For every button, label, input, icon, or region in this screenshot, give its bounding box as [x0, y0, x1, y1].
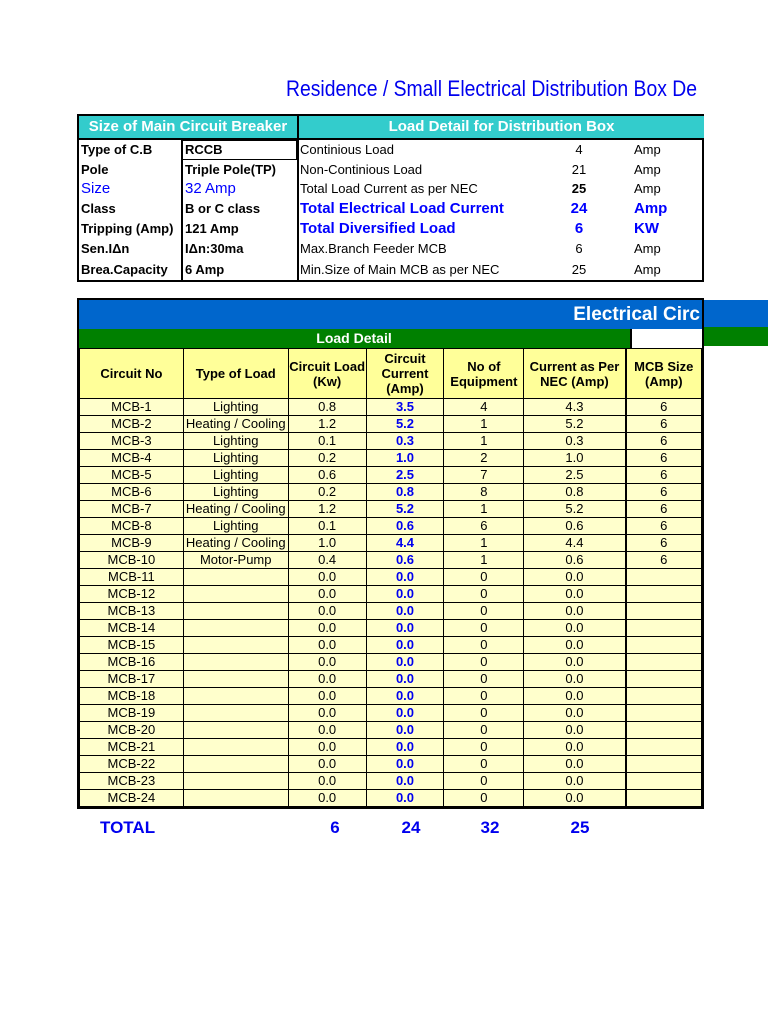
- circuit-load-cell[interactable]: 0.0: [288, 756, 366, 773]
- circuit-load-cell[interactable]: 0.0: [288, 739, 366, 756]
- circuit-load-cell[interactable]: 0.0: [288, 654, 366, 671]
- summary-row: Tripping (Amp) 121 Amp Total Diversified Load 6 KW: [81, 220, 659, 237]
- circuit-no-cell[interactable]: MCB-24: [80, 790, 184, 807]
- circuit-current-cell[interactable]: 0.0: [366, 603, 444, 620]
- load-type-cell[interactable]: [183, 739, 288, 756]
- nec-current-cell[interactable]: 0.0: [524, 603, 626, 620]
- load-type-cell[interactable]: [183, 637, 288, 654]
- load-type-cell[interactable]: [183, 654, 288, 671]
- mcb-size-cell[interactable]: [626, 773, 702, 790]
- load-type-cell[interactable]: [183, 603, 288, 620]
- load-type-cell[interactable]: [183, 569, 288, 586]
- mcb-size-cell[interactable]: [626, 671, 702, 688]
- circuit-table: [77, 298, 704, 809]
- circuit-load-cell[interactable]: 0.8: [288, 399, 366, 416]
- mcb-size-cell[interactable]: 6: [626, 518, 702, 535]
- equipment-count-cell[interactable]: 0: [444, 637, 524, 654]
- circuit-no-cell[interactable]: MCB-20: [80, 722, 184, 739]
- circuit-current-cell[interactable]: 0.0: [366, 722, 444, 739]
- nec-current-cell[interactable]: 0.0: [524, 756, 626, 773]
- mcb-size-cell[interactable]: [626, 739, 702, 756]
- total-load: 6: [330, 818, 340, 837]
- circuit-no-cell[interactable]: MCB-6: [80, 484, 184, 501]
- nec-current-cell[interactable]: 0.8: [524, 484, 626, 501]
- table-row: [80, 688, 702, 705]
- group-divider: [630, 329, 632, 348]
- equipment-count-cell[interactable]: 0: [444, 654, 524, 671]
- circuit-current-cell[interactable]: 0.3: [366, 433, 444, 450]
- circuit-current-header: Circuit Current (Amp): [366, 349, 444, 399]
- nec-current-cell[interactable]: 0.0: [524, 688, 626, 705]
- circuit-no-cell[interactable]: MCB-22: [80, 756, 184, 773]
- circuit-no-cell[interactable]: MCB-15: [80, 637, 184, 654]
- table-row: [80, 654, 702, 671]
- circuit-no-header: Circuit No: [80, 349, 184, 399]
- circuit-no-cell[interactable]: MCB-23: [80, 773, 184, 790]
- circuit-current-cell[interactable]: 1.0: [366, 450, 444, 467]
- table-row: [80, 399, 702, 416]
- mcb-size-cell[interactable]: 6: [626, 552, 702, 569]
- nec-current-header: Current as Per NEC (Amp): [524, 349, 626, 399]
- equipment-count-cell[interactable]: 1: [444, 535, 524, 552]
- load-type-cell[interactable]: Lighting: [183, 433, 288, 450]
- nec-current-cell[interactable]: 0.0: [524, 739, 626, 756]
- equipment-count-cell[interactable]: 4: [444, 399, 524, 416]
- circuit-no-cell[interactable]: MCB-18: [80, 688, 184, 705]
- circuit-no-cell[interactable]: MCB-19: [80, 705, 184, 722]
- total-label: TOTAL: [100, 818, 156, 837]
- mcb-size-cell[interactable]: [626, 722, 702, 739]
- section-title: Electrical Circ: [573, 304, 700, 325]
- table-row: [80, 637, 702, 654]
- mcb-size-cell[interactable]: 6: [626, 399, 702, 416]
- nec-current-cell[interactable]: 0.0: [524, 586, 626, 603]
- total-equipment: 32: [480, 818, 500, 837]
- load-type-cell[interactable]: Motor-Pump: [183, 552, 288, 569]
- nec-current-cell[interactable]: 0.0: [524, 637, 626, 654]
- equipment-count-cell[interactable]: 1: [444, 433, 524, 450]
- load-type-cell[interactable]: Lighting: [183, 484, 288, 501]
- mcb-size-cell[interactable]: [626, 586, 702, 603]
- equipment-count-cell[interactable]: 0: [444, 773, 524, 790]
- circuit-current-cell[interactable]: 0.0: [366, 756, 444, 773]
- circuit-current-cell[interactable]: 2.5: [366, 467, 444, 484]
- mcb-size-cell[interactable]: [626, 790, 702, 807]
- circuit-load-cell[interactable]: 0.1: [288, 433, 366, 450]
- equipment-count-cell[interactable]: 1: [444, 416, 524, 433]
- equipment-count-cell[interactable]: 0: [444, 603, 524, 620]
- circuit-no-cell[interactable]: MCB-9: [80, 535, 184, 552]
- circuit-no-cell[interactable]: MCB-10: [80, 552, 184, 569]
- summary-row: Type of C.B RCCB Continious Load 4 Amp: [81, 142, 661, 157]
- circuit-no-cell[interactable]: MCB-4: [80, 450, 184, 467]
- equipment-count-cell[interactable]: 0: [444, 620, 524, 637]
- circuit-load-header: Circuit Load (Kw): [288, 349, 366, 399]
- total-nec: 25: [570, 818, 590, 837]
- circuit-no-cell[interactable]: MCB-14: [80, 620, 184, 637]
- table-row: [80, 739, 702, 756]
- nec-current-cell[interactable]: 0.0: [524, 569, 626, 586]
- page-title: Residence / Small Electrical Distribution Box De: [286, 76, 698, 101]
- load-type-cell[interactable]: [183, 756, 288, 773]
- circuit-load-cell[interactable]: 0.0: [288, 569, 366, 586]
- nec-current-cell[interactable]: 1.0: [524, 450, 626, 467]
- table-row: [80, 722, 702, 739]
- load-detail-header: Load Detail for Distribution Box: [299, 116, 704, 138]
- load-type-header: Type of Load: [183, 349, 288, 399]
- nec-current-cell[interactable]: 0.3: [524, 433, 626, 450]
- circuit-current-cell[interactable]: 0.6: [366, 552, 444, 569]
- circuit-load-cell[interactable]: 0.2: [288, 484, 366, 501]
- circuit-load-cell[interactable]: 1.2: [288, 416, 366, 433]
- circuit-current-cell[interactable]: 0.0: [366, 620, 444, 637]
- load-type-cell[interactable]: Lighting: [183, 467, 288, 484]
- circuit-no-cell[interactable]: MCB-21: [80, 739, 184, 756]
- circuit-grid: [79, 348, 702, 807]
- circuit-load-cell[interactable]: 0.0: [288, 637, 366, 654]
- mcb-size-header: MCB Size (Amp): [626, 349, 702, 399]
- equipment-count-cell[interactable]: 0: [444, 688, 524, 705]
- mcb-size-cell[interactable]: [626, 637, 702, 654]
- circuit-current-cell[interactable]: 0.0: [366, 671, 444, 688]
- table-row: [80, 705, 702, 722]
- equipment-count-cell[interactable]: 8: [444, 484, 524, 501]
- equipment-count-cell[interactable]: 6: [444, 518, 524, 535]
- mcb-size-cell[interactable]: [626, 569, 702, 586]
- table-row: [80, 620, 702, 637]
- circuit-load-cell[interactable]: 0.0: [288, 586, 366, 603]
- circuit-load-cell[interactable]: 0.0: [288, 722, 366, 739]
- mcb-size-cell[interactable]: 6: [626, 450, 702, 467]
- load-type-cell[interactable]: [183, 586, 288, 603]
- circuit-no-cell[interactable]: MCB-11: [80, 569, 184, 586]
- load-type-cell[interactable]: Lighting: [183, 450, 288, 467]
- circuit-load-cell[interactable]: 1.0: [288, 535, 366, 552]
- circuit-no-cell[interactable]: MCB-5: [80, 467, 184, 484]
- nec-current-cell[interactable]: 0.0: [524, 654, 626, 671]
- load-type-cell[interactable]: [183, 688, 288, 705]
- nec-current-cell[interactable]: 0.0: [524, 705, 626, 722]
- summary-row: Class B or C class Total Electrical Load Current 24 Amp: [81, 200, 668, 217]
- equipment-count-cell[interactable]: 0: [444, 705, 524, 722]
- equipment-count-cell[interactable]: 1: [444, 501, 524, 518]
- table-row: [80, 433, 702, 450]
- mcb-size-cell[interactable]: [626, 603, 702, 620]
- summary-row: Brea.Capacity 6 Amp Min.Size of Main MCB as per NEC 25 Amp: [81, 262, 661, 277]
- table-row: [80, 416, 702, 433]
- equipment-count-cell[interactable]: 0: [444, 569, 524, 586]
- total-current: 24: [401, 818, 421, 837]
- equipment-count-cell[interactable]: 1: [444, 552, 524, 569]
- mcb-size-cell[interactable]: 6: [626, 501, 702, 518]
- circuit-no-cell[interactable]: MCB-16: [80, 654, 184, 671]
- circuit-current-cell[interactable]: 0.0: [366, 569, 444, 586]
- circuit-no-cell[interactable]: MCB-13: [80, 603, 184, 620]
- circuit-no-cell[interactable]: MCB-3: [80, 433, 184, 450]
- circuit-current-cell[interactable]: 0.0: [366, 637, 444, 654]
- load-type-cell[interactable]: Heating / Cooling: [183, 416, 288, 433]
- load-type-cell[interactable]: Heating / Cooling: [183, 535, 288, 552]
- circuit-current-cell[interactable]: 0.0: [366, 688, 444, 705]
- circuit-current-cell[interactable]: 0.0: [366, 739, 444, 756]
- circuit-current-cell[interactable]: 0.0: [366, 773, 444, 790]
- equipment-count-cell[interactable]: 0: [444, 756, 524, 773]
- table-row: [80, 671, 702, 688]
- table-row: [80, 535, 702, 552]
- table-row: [80, 484, 702, 501]
- table-row: [80, 756, 702, 773]
- equipment-count-cell[interactable]: 0: [444, 671, 524, 688]
- table-row: [80, 773, 702, 790]
- load-type-cell[interactable]: [183, 671, 288, 688]
- circuit-load-cell[interactable]: 0.0: [288, 603, 366, 620]
- mcb-size-cell[interactable]: 6: [626, 416, 702, 433]
- nec-current-cell[interactable]: 4.4: [524, 535, 626, 552]
- nec-current-cell[interactable]: 5.2: [524, 501, 626, 518]
- circuit-load-cell[interactable]: 0.0: [288, 705, 366, 722]
- load-type-cell[interactable]: Lighting: [183, 518, 288, 535]
- circuit-current-cell[interactable]: 4.4: [366, 535, 444, 552]
- column-headers: [80, 349, 702, 399]
- circuit-load-cell[interactable]: 0.0: [288, 620, 366, 637]
- nec-current-cell[interactable]: 0.0: [524, 773, 626, 790]
- circuit-current-cell[interactable]: 0.0: [366, 654, 444, 671]
- mcb-size-cell[interactable]: [626, 756, 702, 773]
- table-row: [80, 586, 702, 603]
- mcb-size-cell[interactable]: [626, 620, 702, 637]
- equipment-count-cell[interactable]: 0: [444, 722, 524, 739]
- mcb-size-cell[interactable]: [626, 688, 702, 705]
- circuit-current-cell[interactable]: 5.2: [366, 501, 444, 518]
- nec-current-cell[interactable]: 5.2: [524, 416, 626, 433]
- mcb-size-cell[interactable]: 6: [626, 433, 702, 450]
- nec-current-cell[interactable]: 0.0: [524, 790, 626, 807]
- circuit-load-cell[interactable]: 0.1: [288, 518, 366, 535]
- nec-current-cell[interactable]: 0.0: [524, 671, 626, 688]
- table-row: [80, 603, 702, 620]
- load-type-cell[interactable]: [183, 705, 288, 722]
- table-row: [80, 569, 702, 586]
- circuit-load-cell[interactable]: 0.0: [288, 688, 366, 705]
- group-label: Load Detail: [316, 330, 392, 346]
- circuit-load-cell[interactable]: 0.0: [288, 790, 366, 807]
- mcb-size-cell[interactable]: [626, 654, 702, 671]
- circuit-no-cell[interactable]: MCB-2: [80, 416, 184, 433]
- circuit-no-cell[interactable]: MCB-12: [80, 586, 184, 603]
- circuit-no-cell[interactable]: MCB-1: [80, 399, 184, 416]
- breaker-header: Size of Main Circuit Breaker: [79, 116, 299, 138]
- circuit-current-cell[interactable]: 3.5: [366, 399, 444, 416]
- circuit-load-cell[interactable]: 0.6: [288, 467, 366, 484]
- load-type-cell[interactable]: [183, 773, 288, 790]
- table-row: [80, 790, 702, 807]
- equipment-count-cell[interactable]: 2: [444, 450, 524, 467]
- summary-table: [77, 114, 704, 282]
- nec-current-cell[interactable]: 0.6: [524, 518, 626, 535]
- load-type-cell[interactable]: [183, 620, 288, 637]
- load-type-cell[interactable]: [183, 722, 288, 739]
- equipment-header: No of Equipment: [444, 349, 524, 399]
- circuit-no-cell[interactable]: MCB-8: [80, 518, 184, 535]
- circuit-load-cell[interactable]: 0.2: [288, 450, 366, 467]
- circuit-no-cell[interactable]: MCB-7: [80, 501, 184, 518]
- circuit-current-cell[interactable]: 0.6: [366, 518, 444, 535]
- equipment-count-cell[interactable]: 0: [444, 739, 524, 756]
- circuit-load-cell[interactable]: 0.4: [288, 552, 366, 569]
- nec-current-cell[interactable]: 0.6: [524, 552, 626, 569]
- mcb-size-cell[interactable]: 6: [626, 484, 702, 501]
- circuit-load-cell[interactable]: 1.2: [288, 501, 366, 518]
- nec-current-cell[interactable]: 4.3: [524, 399, 626, 416]
- summary-row: Size 32 Amp Total Load Current as per NEC 25 Amp: [81, 180, 661, 197]
- equipment-count-cell[interactable]: 0: [444, 586, 524, 603]
- table-row: [80, 552, 702, 569]
- summary-row: Sen.IΔn IΔn:30ma Max.Branch Feeder MCB 6 Amp: [81, 241, 661, 256]
- nec-current-cell[interactable]: 0.0: [524, 722, 626, 739]
- table-row: [80, 467, 702, 484]
- nec-current-cell[interactable]: 0.0: [524, 620, 626, 637]
- summary-row: Pole Triple Pole(TP) Non-Continious Load 21 Amp: [81, 162, 661, 177]
- load-type-cell[interactable]: [183, 790, 288, 807]
- load-type-cell[interactable]: Heating / Cooling: [183, 501, 288, 518]
- circuit-current-cell[interactable]: 0.8: [366, 484, 444, 501]
- circuit-load-cell[interactable]: 0.0: [288, 671, 366, 688]
- circuit-no-cell[interactable]: MCB-17: [80, 671, 184, 688]
- mcb-size-cell[interactable]: [626, 705, 702, 722]
- band-extension: [704, 300, 768, 327]
- table-row: [80, 450, 702, 467]
- circuit-load-cell[interactable]: 0.0: [288, 773, 366, 790]
- circuit-current-cell[interactable]: 5.2: [366, 416, 444, 433]
- equipment-count-cell[interactable]: 0: [444, 790, 524, 807]
- band-extension: [704, 327, 768, 346]
- table-row: [80, 501, 702, 518]
- mcb-size-cell[interactable]: 6: [626, 467, 702, 484]
- mcb-size-cell[interactable]: 6: [626, 535, 702, 552]
- nec-current-cell[interactable]: 2.5: [524, 467, 626, 484]
- table-row: [80, 518, 702, 535]
- circuit-current-cell[interactable]: 0.0: [366, 705, 444, 722]
- equipment-count-cell[interactable]: 7: [444, 467, 524, 484]
- circuit-current-cell[interactable]: 0.0: [366, 586, 444, 603]
- circuit-current-cell[interactable]: 0.0: [366, 790, 444, 807]
- load-type-cell[interactable]: Lighting: [183, 399, 288, 416]
